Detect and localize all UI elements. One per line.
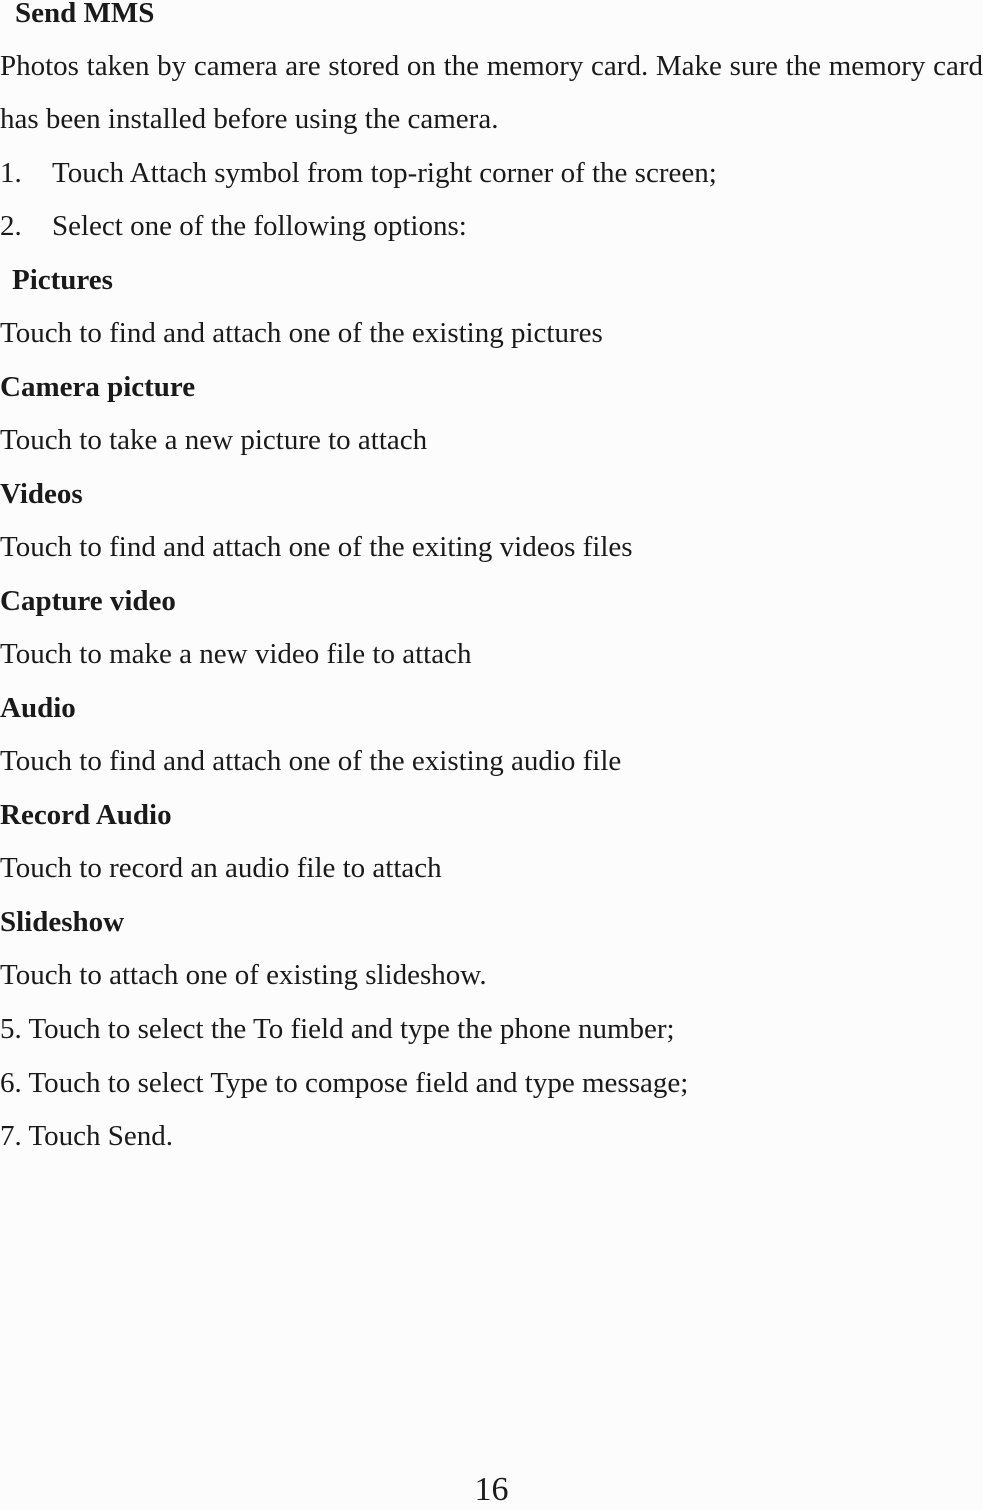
option-title: Audio: [0, 692, 76, 724]
step-item: [0, 209, 467, 243]
option-title: Pictures: [12, 264, 113, 296]
option-description: Touch to make a new video file to attach: [0, 638, 472, 670]
step-item: [0, 156, 717, 190]
option-title: Camera picture: [0, 371, 196, 403]
option-description: Touch to find and attach one of the existing audio file: [0, 745, 622, 777]
option-title: Slideshow: [0, 906, 125, 938]
step-item: 6. Touch to select Type to compose field and type message;: [0, 1067, 689, 1099]
option-title: Videos: [0, 478, 83, 510]
page-number: 16: [474, 1471, 509, 1508]
step-item: 5. Touch to select the To field and type the phone number;: [0, 1013, 675, 1045]
option-description: Touch to record an audio file to attach: [0, 852, 442, 884]
step-text: Touch Attach symbol from top-right corner of the screen;: [52, 157, 717, 189]
step-text: Select one of the following options:: [52, 210, 467, 242]
option-title: Capture video: [0, 585, 176, 617]
option-title: Record Audio: [0, 799, 172, 831]
option-description: Touch to find and attach one of the existing pictures: [0, 317, 603, 349]
section-heading: Send MMS: [15, 0, 155, 29]
intro-paragraph-line-1: Photos taken by camera are stored on the memory card. Make sure the memory card: [0, 50, 983, 82]
option-description: Touch to attach one of existing slideshow.: [0, 959, 487, 991]
option-description: Touch to take a new picture to attach: [0, 424, 428, 456]
intro-paragraph-line-2: has been installed before using the camera.: [0, 103, 499, 135]
step-number: 1.: [0, 157, 22, 189]
option-description: Touch to find and attach one of the exiting videos files: [0, 531, 633, 563]
step-number: 2.: [0, 210, 22, 242]
step-item: 7. Touch Send.: [0, 1120, 174, 1152]
